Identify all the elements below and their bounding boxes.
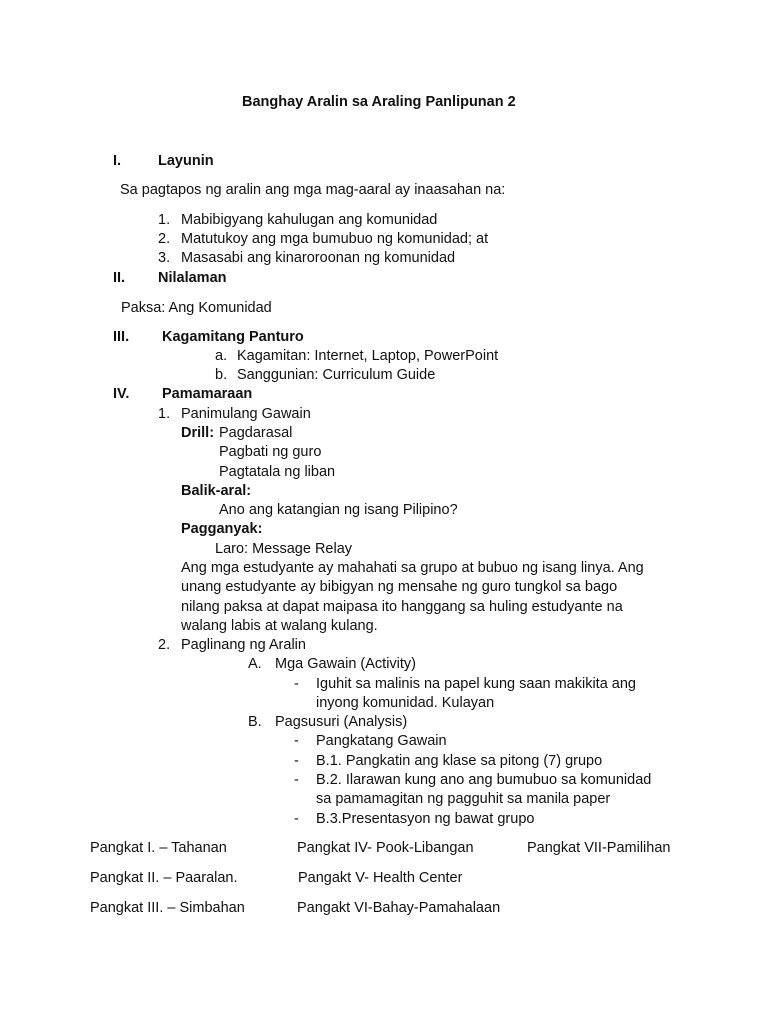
layunin-intro: Sa pagtapos ng aralin ang mga mag-aaral ay inaasahan na: bbox=[120, 182, 506, 198]
group-label: Pangkat II. – Paaralan. bbox=[90, 870, 238, 886]
list-number: 2. bbox=[158, 231, 171, 247]
list-letter: a. bbox=[215, 348, 228, 364]
group-label: Pangkat I. – Tahanan bbox=[90, 840, 227, 856]
section-heading-pamamaraan: Pamamaraan bbox=[162, 386, 253, 402]
dash-bullet: - bbox=[294, 733, 299, 749]
section-number: I. bbox=[113, 153, 122, 169]
bullet-text: Iguhit sa malinis na papel kung saan makikita ang bbox=[316, 676, 636, 692]
bullet-text: B.3.Presentasyon ng bawat grupo bbox=[316, 811, 535, 827]
paksa-line: Paksa: Ang Komunidad bbox=[121, 300, 272, 316]
group-label: Pangkat VII-Pamilihan bbox=[527, 840, 671, 856]
analysis-title: Pagsusuri (Analysis) bbox=[275, 714, 408, 730]
section-heading-layunin: Layunin bbox=[158, 153, 214, 169]
list-item: Matutukoy ang mga bumubuo ng komunidad; at bbox=[181, 231, 489, 247]
dash-bullet: - bbox=[294, 676, 299, 692]
section-heading-kagamitan: Kagamitang Panturo bbox=[162, 329, 304, 345]
list-item: Sanggunian: Curriculum Guide bbox=[237, 367, 436, 383]
page-title: Banghay Aralin sa Araling Panlipunan 2 bbox=[242, 94, 516, 110]
list-letter: b. bbox=[215, 367, 228, 383]
group-label: Pangkat IV- Pook-Libangan bbox=[297, 840, 474, 856]
list-number: 1. bbox=[158, 212, 171, 228]
paragraph-line: walang labis at walang kulang. bbox=[181, 618, 378, 634]
section-number: II. bbox=[113, 270, 126, 286]
bullet-text: sa pamamagitan ng pagguhit sa manila paper bbox=[316, 791, 611, 807]
balik-aral-label: Balik-aral: bbox=[181, 483, 252, 499]
paragraph-line: Ang mga estudyante ay mahahati sa grupo at bubuo ng isang linya. Ang bbox=[181, 560, 644, 576]
activity-title: Mga Gawain (Activity) bbox=[275, 656, 417, 672]
bullet-text: Pangkatang Gawain bbox=[316, 733, 447, 749]
balik-aral-question: Ano ang katangian ng isang Pilipino? bbox=[219, 502, 458, 518]
laro-line: Laro: Message Relay bbox=[215, 541, 353, 557]
section-heading-nilalaman: Nilalaman bbox=[158, 270, 227, 286]
drill-item: Pagtatala ng liban bbox=[219, 464, 336, 480]
drill-label: Drill: bbox=[181, 425, 215, 441]
pagganyak-label: Pagganyak: bbox=[181, 521, 263, 537]
bullet-text: B.1. Pangkatin ang klase sa pitong (7) grupo bbox=[316, 753, 603, 769]
dash-bullet: - bbox=[294, 772, 299, 788]
list-number: 2. bbox=[158, 637, 171, 653]
list-letter: B. bbox=[248, 714, 262, 730]
drill-item: Pagdarasal bbox=[219, 425, 293, 441]
dash-bullet: - bbox=[294, 811, 299, 827]
list-number: 3. bbox=[158, 250, 171, 266]
list-item: Mabibigyang kahulugan ang komunidad bbox=[181, 212, 438, 228]
drill-item: Pagbati ng guro bbox=[219, 444, 322, 460]
list-number: 1. bbox=[158, 406, 171, 422]
paragraph-line: unang estudyante ay bibigyan ng mensahe ng guro tungkol sa bago bbox=[181, 579, 618, 595]
list-item: Kagamitan: Internet, Laptop, PowerPoint bbox=[237, 348, 499, 364]
subsection-title: Paglinang ng Aralin bbox=[181, 637, 306, 653]
bullet-text: inyong komunidad. Kulayan bbox=[316, 695, 495, 711]
list-letter: A. bbox=[248, 656, 262, 672]
section-number: IV. bbox=[113, 386, 130, 402]
bullet-text: B.2. Ilarawan kung ano ang bumubuo sa komunidad bbox=[316, 772, 652, 788]
group-label: Pangkat III. – Simbahan bbox=[90, 900, 245, 916]
paragraph-line: nilang paksa at dapat maipasa ito hanggang sa huling estudyante na bbox=[181, 599, 623, 615]
section-number: III. bbox=[113, 329, 130, 345]
dash-bullet: - bbox=[294, 753, 299, 769]
group-label: Pangakt V- Health Center bbox=[298, 870, 463, 886]
group-label: Pangakt VI-Bahay-Pamahalaan bbox=[297, 900, 501, 916]
subsection-title: Panimulang Gawain bbox=[181, 406, 311, 422]
list-item: Masasabi ang kinaroroonan ng komunidad bbox=[181, 250, 456, 266]
